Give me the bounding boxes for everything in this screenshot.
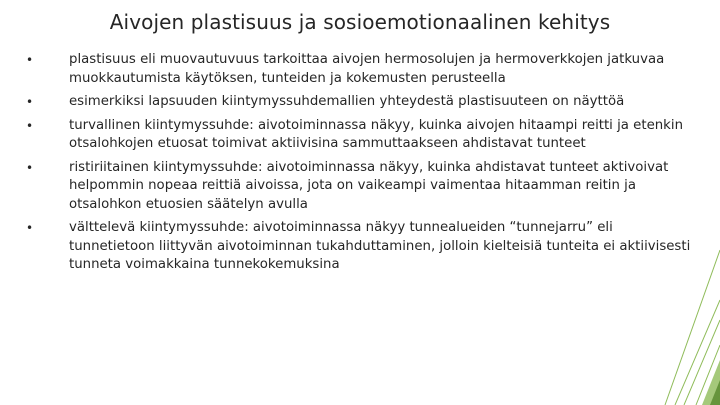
bullet-text: : aivotoiminnassa näkyy, kuinka aivojen hitaampi reitti ja etenkin otsalohkojen etuosat toimivat aktiivisina sammuttaakseen ahdistavat tunteet (69, 117, 683, 151)
bullet-text: : aivotoiminnassa näkyy, kuinka ahdistavat tunteet aktivoivat helpommin nopeaa reittiä aivoissa, jota on vaikeampi vaimentaa hitaamman reitin ja otsalohkon etuosien säätelyn avulla (69, 159, 669, 212)
list-item (24, 159, 694, 215)
bullet-text: eli muovautuvuus tarkoittaa aivojen hermosolujen ja hermoverkkojen jatkuvaa muokkautumista käytöksen, tunteiden ja kokemusten perusteella (69, 52, 665, 86)
bullet-text: : aivotoiminnassa näkyy tunnealueiden “tunnejarru” eli tunnetietoon liittyvän aivotoiminnan tukahduttaminen, jolloin kielteisiä tunteita ei aktiivisesti tunneta voimakkaina tunnekokemuksina (69, 220, 691, 272)
bullet-term: välttelevä kiintymyssuhde (69, 220, 245, 235)
bullet-icon: • (26, 95, 34, 109)
bullet-term: plastisuus (69, 52, 136, 67)
list-item (24, 93, 694, 112)
list-item (24, 51, 694, 88)
list-item (24, 117, 694, 154)
slide-title: Aivojen plastisuus ja sosioemotionaalinen kehitys (109, 10, 611, 34)
bullet-icon: • (26, 160, 34, 175)
bullet-term: turvallinen kiintymyssuhde (69, 117, 250, 133)
bullet-text: esimerkiksi lapsuuden kiintymyssuhdemallien yhteydestä plastisuuteen on näyttöä (69, 94, 625, 109)
bullet-list (24, 51, 694, 280)
list-item (24, 219, 694, 275)
bullet-term: ristiriitainen kiintymyssuhde (69, 159, 258, 175)
bullet-icon: • (26, 53, 34, 67)
bullet-icon: • (26, 118, 34, 133)
bullet-icon: • (26, 221, 34, 235)
